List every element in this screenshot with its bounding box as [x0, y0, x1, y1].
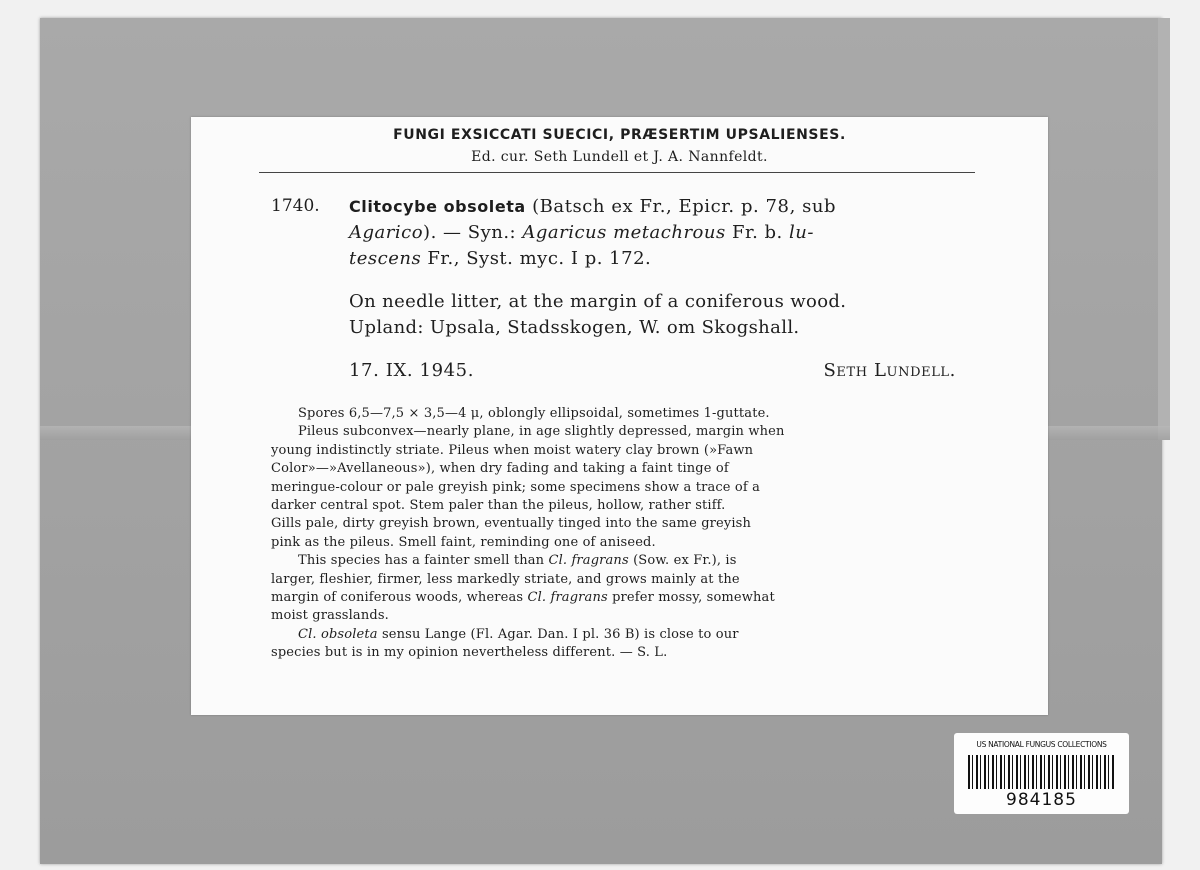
notes-line [271, 552, 981, 570]
notes-line: young indistinctly striate. Pileus when moist watery clay brown (»Fawn [271, 442, 754, 458]
exsiccata-label [191, 117, 1048, 715]
notes-line: larger, fleshier, firmer, less markedly striate, and grows mainly at the [271, 571, 740, 587]
citation-text: ). — Syn.: [423, 222, 523, 243]
collection-name: US NATIONAL FUNGUS COLLECTIONS [976, 740, 1107, 749]
citation-line-3 [349, 246, 836, 272]
notes-line: moist grasslands. [271, 608, 389, 624]
citation-italic: tescens [349, 248, 422, 269]
notes-text: margin of coniferous woods, whereas [271, 589, 528, 605]
accession-number: 984185 [1006, 790, 1077, 810]
notes-line [271, 626, 981, 644]
taxon-italic: Cl. fragrans [548, 553, 629, 569]
notes-line: meringue-colour or pale greyish pink; some specimens show a trace of a [271, 479, 761, 495]
location-line: Upland: Upsala, Stadsskogen, W. om Skogshall. [349, 317, 800, 338]
notes-line: Pileus subconvex—nearly plane, in age slightly depressed, margin when [298, 424, 785, 440]
citation-line-2 [349, 220, 836, 246]
notes-line: species but is in my opinion nevertheless different. — S. L. [271, 645, 668, 661]
collector-name: Seth Lundell. [823, 360, 956, 381]
habitat-line: On needle litter, at the margin of a coniferous wood. [349, 291, 847, 312]
citation-text: (Batsch ex Fr., Epicr. p. 78, sub [525, 196, 837, 217]
synonym-name: Agaricus metachrous [522, 222, 726, 243]
series-editors: Ed. cur. Seth Lundell et J. A. Nannfeldt. [471, 149, 768, 165]
notes-text: (Sow. ex Fr.), is [628, 553, 737, 569]
citation-line-1 [349, 194, 836, 220]
notes-text: prefer mossy, somewhat [607, 589, 775, 605]
notes-text: This species has a fainter smell than [298, 553, 549, 569]
citation-text: Fr., Syst. myc. I p. 172. [421, 248, 652, 269]
barcode-label [954, 733, 1129, 814]
citation-italic: Agarico [349, 222, 424, 243]
locality [349, 289, 846, 341]
notes-line: pink as the pileus. Smell faint, reminding one of aniseed. [271, 534, 656, 550]
taxon-citation [349, 194, 836, 272]
exsiccata-number: 1740. [271, 196, 320, 216]
notes-line: Gills pale, dirty greyish brown, eventually tinged into the same greyish [271, 516, 752, 532]
notes-line: Color»—»Avellaneous»), when dry fading and taking a faint tinge of [271, 461, 729, 477]
barcode-icon [968, 755, 1115, 789]
notes-line: darker central spot. Stem paler than the pileus, hollow, rather stiff. [271, 497, 726, 513]
notes-line [271, 589, 981, 607]
envelope-flap-side [1158, 18, 1170, 440]
citation-italic: lu- [788, 222, 814, 243]
collection-date: 17. IX. 1945. [349, 360, 475, 381]
description-notes [271, 405, 981, 662]
species-name: Clitocybe obsoleta [349, 197, 526, 216]
citation-text: Fr. b. [725, 222, 789, 243]
header-rule [259, 172, 975, 173]
notes-text: sensu Lange (Fl. Agar. Dan. I pl. 36 B) is close to our [377, 626, 739, 642]
series-title: FUNGI EXSICCATI SUECICI, PRÆSERTIM UPSALIENSES. [393, 127, 846, 143]
notes-line: Spores 6,5—7,5 × 3,5—4 μ, oblongly ellipsoidal, sometimes 1-guttate. [298, 406, 770, 421]
taxon-italic: Cl. fragrans [527, 589, 608, 605]
taxon-italic: Cl. obsoleta [298, 626, 378, 642]
